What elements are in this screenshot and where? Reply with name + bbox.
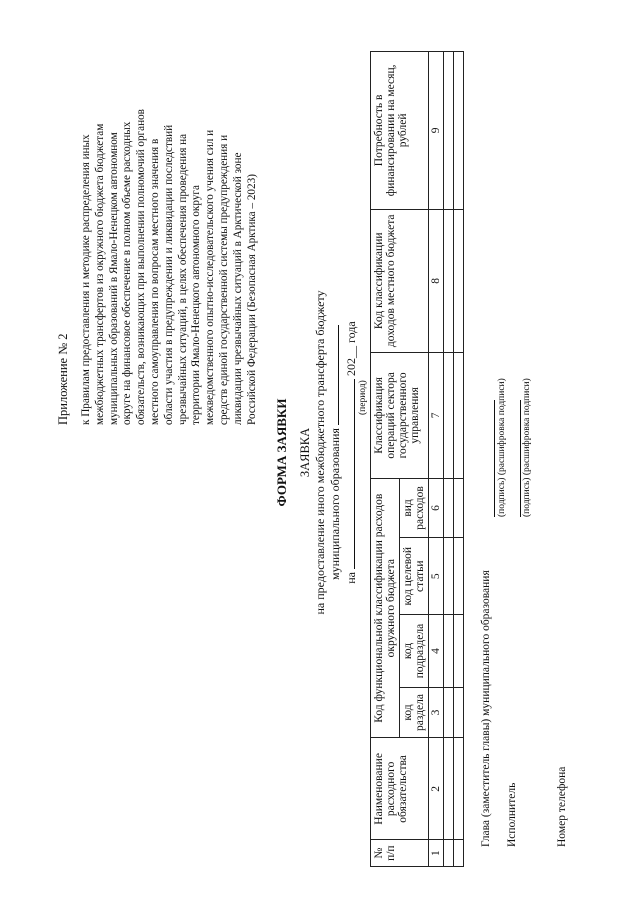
- column-number-row: [429, 52, 444, 867]
- empty-cell: [454, 209, 464, 352]
- subtitle-text: муниципального образования: [328, 428, 342, 580]
- decree-line: межбюджетных трансфертов из окружного бюджета бюджетам: [93, 123, 106, 425]
- decree-line: ликвидации чрезвычайных ситуаций в Арктической зоне: [231, 152, 244, 425]
- column-number: 6: [429, 478, 444, 537]
- decree-line: обязательств, возникающих при выполнении полномочий органов: [135, 109, 148, 425]
- decree-line: к Правилам предоставления и методике распределения иных: [80, 134, 92, 425]
- empty-cell: [454, 738, 464, 840]
- empty-cell: [444, 687, 454, 738]
- col-header-name: Наименование расходного обязательства: [371, 738, 429, 840]
- column-number: 7: [429, 352, 444, 478]
- column-number: 5: [429, 537, 444, 615]
- empty-cell: [444, 352, 454, 478]
- col-header-num: № п/п: [371, 840, 429, 867]
- request-table: [370, 51, 464, 867]
- decree-line: местного самоуправления по вопросам местного значения в: [148, 138, 161, 425]
- head-signatory-label: Глава (заместитель главы) муниципального образования: [480, 570, 492, 847]
- col-header-cel-statya: код целевой статьи: [400, 537, 429, 615]
- col-header-razdel: код раздела: [400, 687, 429, 738]
- period-prefix: на: [344, 571, 358, 584]
- col-header-income-code: Код классификации доходов местного бюджета: [371, 209, 429, 352]
- decree-line: муниципальных образований в Ямало-Ненецком автономном: [107, 132, 120, 425]
- empty-cell: [454, 478, 464, 537]
- phone-label: Номер телефона: [556, 766, 568, 847]
- column-number: 3: [429, 687, 444, 738]
- col-header-podrazdel: код подраздела: [400, 615, 429, 687]
- empty-cell: [454, 352, 464, 478]
- col-header-need: Потребность в финансировании на месяц, рублей: [371, 52, 429, 210]
- decree-line: средств единой государственной системы предупреждения и: [217, 134, 230, 425]
- empty-row: [454, 52, 464, 867]
- empty-cell: [444, 478, 454, 537]
- empty-cell: [444, 209, 454, 352]
- header-row: [371, 52, 400, 867]
- document-title: ЗАЯВКА: [298, 427, 312, 478]
- period-line: [343, 0, 359, 905]
- document-subtitle: на предоставление иного межбюджетного трансферта бюджету: [313, 290, 327, 615]
- col-header-kosgu: Классификация операций сектора государственного управления: [371, 352, 429, 478]
- form-title: ФОРМА ЗАЯВКИ: [274, 398, 289, 507]
- executor-signature-caption: (подпись) (расшифровка подписи): [522, 378, 532, 517]
- empty-cell: [454, 52, 464, 210]
- empty-cell: [454, 615, 464, 687]
- period-blank-line: [343, 379, 355, 569]
- decree-line: территории Ямало-Ненецкого автономного округа: [190, 185, 203, 425]
- appendix-label: Приложение № 2: [56, 333, 70, 425]
- decree-line: чрезвычайных ситуаций, в целях обеспечения проведения на: [176, 133, 189, 425]
- column-number: 9: [429, 52, 444, 210]
- empty-cell: [444, 615, 454, 687]
- col-header-vid-rashodov: вид расходов: [400, 478, 429, 537]
- column-number: 4: [429, 615, 444, 687]
- executor-label: Исполнитель: [506, 782, 518, 847]
- decree-line: округе на финансовое обеспечение в полном объеме расходных: [121, 121, 134, 425]
- decree-line: области участия в предупреждении и ликвидации последствий: [162, 124, 175, 425]
- head-signature-caption: (подпись) (расшифровка подписи): [497, 378, 507, 517]
- empty-cell: [454, 840, 464, 867]
- column-number: 1: [429, 840, 444, 867]
- col-header-func-classification: Код функциональной классификации расходов окружного бюджета: [371, 478, 400, 737]
- year-text: 202__ года: [344, 321, 358, 376]
- period-caption: (период): [358, 380, 368, 415]
- decree-line: Российской Федерации (Безопасная Арктика – 2023): [245, 174, 258, 425]
- column-number: 8: [429, 209, 444, 352]
- empty-cell: [444, 52, 454, 210]
- column-number: 2: [429, 738, 444, 840]
- empty-cell: [454, 537, 464, 615]
- empty-cell: [454, 687, 464, 738]
- empty-cell: [444, 537, 454, 615]
- document-subtitle-line-2: [327, 0, 343, 905]
- municipality-blank-line: [327, 325, 339, 425]
- executor-signature-line: [520, 400, 521, 517]
- head-signature-line: [494, 400, 495, 517]
- empty-row: [444, 52, 454, 867]
- empty-cell: [444, 840, 454, 867]
- decree-line: межведомственного опытно-исследовательского учения сил и: [204, 129, 217, 425]
- decree-reference: [80, 5, 259, 425]
- empty-cell: [444, 738, 454, 840]
